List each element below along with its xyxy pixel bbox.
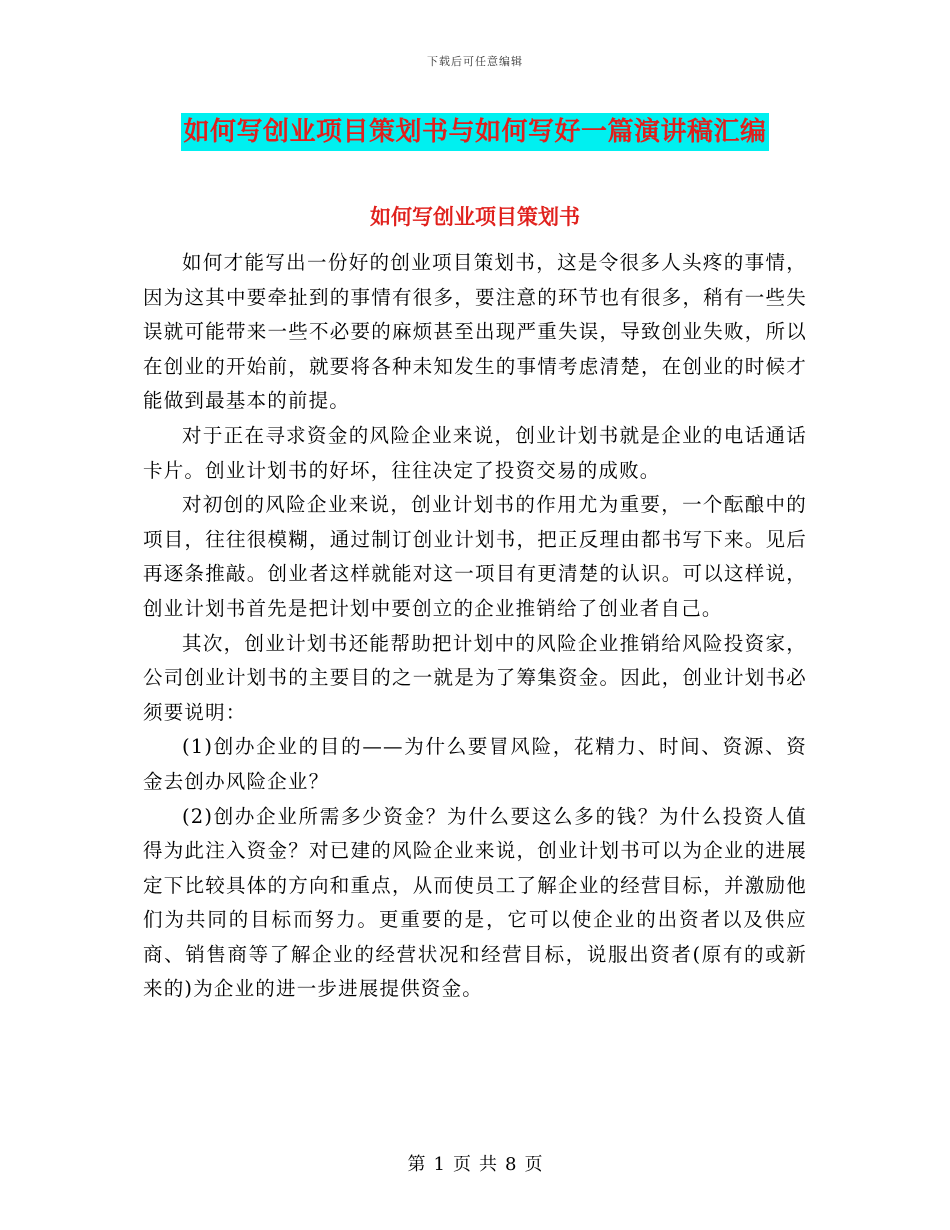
page-label-prefix: 第 — [407, 1154, 426, 1175]
total-pages-number: 8 — [505, 1154, 517, 1175]
paragraph: (1)创办企业的目的——为什么要冒风险，花精力、时间、资源、资金去创办风险企业？ — [143, 735, 807, 793]
header-note: 下载后可任意编辑 — [427, 55, 523, 68]
page-label-mid: 页 — [453, 1154, 471, 1175]
body-text — [143, 246, 807, 1007]
page-footer — [0, 1153, 950, 1177]
total-label-prefix: 共 — [479, 1154, 497, 1175]
document-title-container — [0, 113, 950, 151]
paragraph: 对初创的风险企业来说，创业计划书的作用尤为重要，一个酝酿中的项目，往往很模糊，通过制订创业计划书，把正反理由都书写下来。见后再逐条推敲。创业者这样就能对这一项目有更清楚的认识。可以这样说，创业计划书首先是把计划中要创立的企业推销给了创业者自己。 — [143, 493, 807, 620]
current-page-number: 1 — [433, 1154, 445, 1175]
section-title: 如何写创业项目策划书 — [370, 204, 580, 229]
document-title: 如何写创业项目策划书与如何写好一篇演讲稿汇编 — [181, 113, 768, 151]
paragraph: 如何才能写出一份好的创业项目策划书，这是令很多人头疼的事情，因为这其中要牵扯到的事情有很多，要注意的环节也有很多，稍有一些失误就可能带来一些不必要的麻烦甚至出现严重失误，导致创业失败，所以在创业的开始前，就要将各种未知发生的事情考虑清楚，在创业的时候才能做到最基本的前提。 — [143, 251, 807, 413]
paragraph: 其次，创业计划书还能帮助把计划中的风险企业推销给风险投资家，公司创业计划书的主要目的之一就是为了筹集资金。因此，创业计划书必须要说明： — [143, 631, 807, 724]
page-label-suffix: 页 — [524, 1154, 543, 1175]
paragraph: (2)创办企业所需多少资金？为什么要这么多的钱？为什么投资人值得为此注入资金？对已建的风险企业来说，创业计划书可以为企业的进展定下比较具体的方向和重点，从而使员工了解企业的经营目标，并激励他们为共同的目标而努力。更重要的是，它可以使企业的出资者以及供应商、销售商等了解企业的经营状况和经营目标，说服出资者(原有的或新来的)为企业的进一步进展提供资金。 — [143, 804, 807, 1001]
paragraph: 对于正在寻求资金的风险企业来说，创业计划书就是企业的电话通话卡片。创业计划书的好坏，往往决定了投资交易的成败。 — [143, 423, 807, 482]
